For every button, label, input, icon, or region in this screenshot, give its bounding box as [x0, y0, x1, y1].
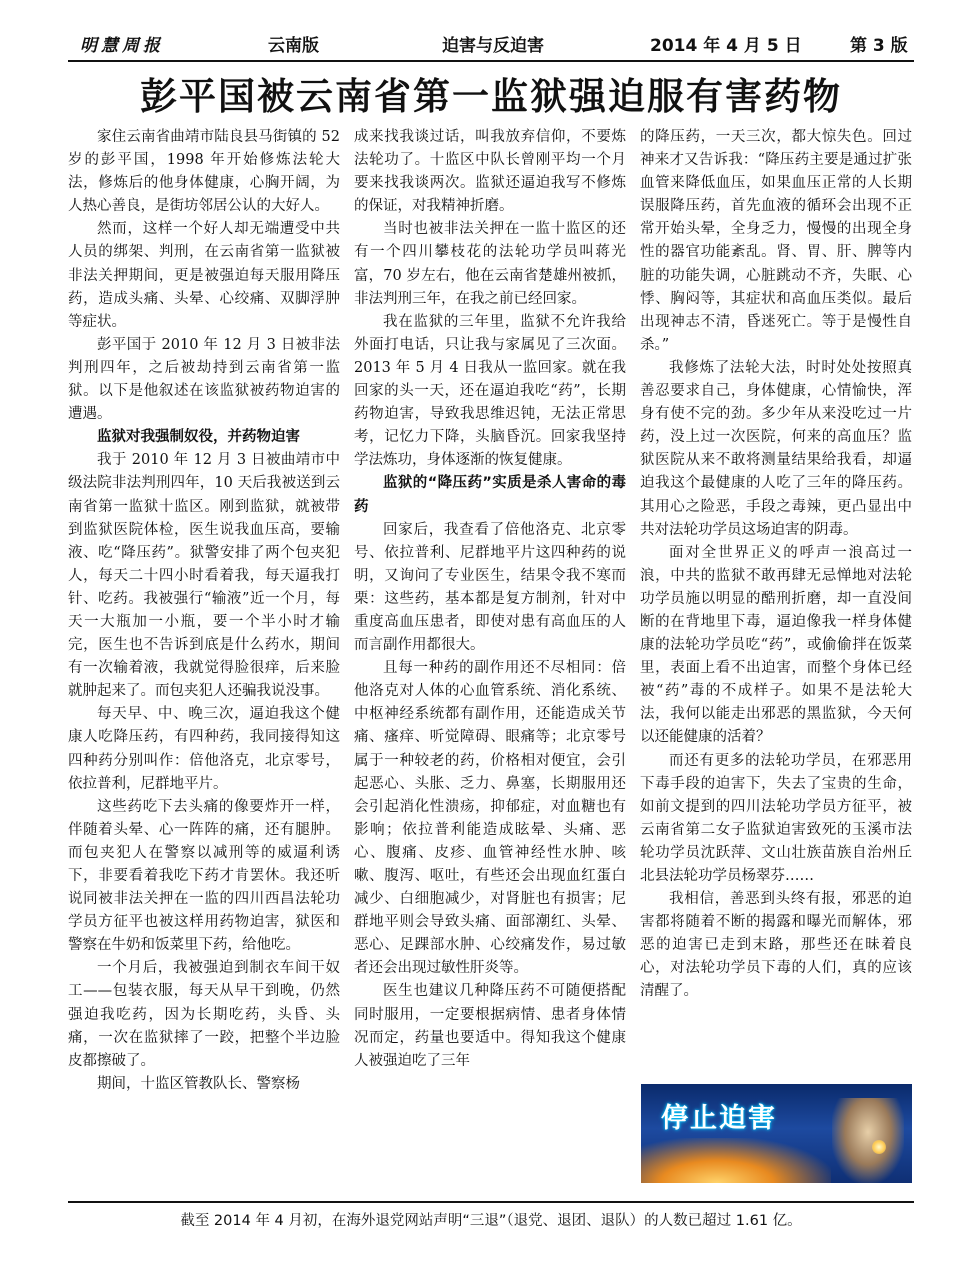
article-paragraph: 然而，这样一个好人却无端遭受中共人员的绑架、判刑，在云南省第一监狱被非法关押期间，更是被强迫每天服用降压药，造成头痛、头晕、心绞痛、双脚浮肿等症状。 — [68, 221, 340, 330]
article-column-2 — [354, 126, 626, 1186]
article-paragraph: 每天早、中、晚三次，逼迫我这个健康人吃降压药，有四种药，我同接得知这四种药分别叫作：倍他洛克，北京零号，依拉普利，尼群地平片。 — [68, 706, 340, 792]
masthead — [72, 34, 912, 60]
article-paragraph: 的降压药，一天三次，都大惊失色。回过神来才又告诉我：“降压药主要是通过扩张血管来降低血压，如果血压正常的人长期误服降压药，首先血液的循环会出现不正常开始头晕，全身乏力，慢慢的出现全身性的器官功能紊乱。肾、胃、肝、脾等内脏的功能失调，心脏跳动不齐，失眠、心悸、胸闷等，其症状和高血压类似。最后出现神志不清，昏迷死亡。等于是慢性自杀。” — [640, 129, 912, 353]
issue-date: 2014 年 4 月 5 日 — [650, 36, 802, 56]
woman-with-candle-image — [832, 1098, 904, 1183]
article-paragraph: 彭平国于 2010 年 12 月 3 日被非法判刑四年，之后被劫持到云南省第一监狱。以下是他叙述在该监狱被药物迫害的遭遇。 — [68, 336, 340, 423]
article-paragraph: 这些药吃下去头痛的像要炸开一样，伴随着头晕、心一阵阵的痛，还有腿肿。而包夹犯人在警察以减刑等的威逼利诱下，非要看着我吃下药才肯罢休。我还听说同被非法关押在一监的四川西昌法轮功学员方征平也被这样用药物迫害，狱医和警察在牛奶和饭菜里下药，给他吃。 — [68, 798, 340, 954]
banner-title: 停止迫害 — [661, 1103, 777, 1134]
candlelight-glow — [641, 1138, 831, 1183]
article-paragraph: 一个月后，我被强迫到制衣车间干奴工——包装衣服，每天从早干到晚，仍然强迫我吃药，因为长期吃药，头昏、头痛，一次在监狱摔了一跤，把整个半边脸皮都擦破了。 — [68, 960, 340, 1069]
stop-persecution-banner — [641, 1084, 912, 1183]
footer-rule — [68, 1201, 914, 1203]
page-number: 第 3 版 — [850, 36, 908, 56]
section-subheading: 监狱的“降压药”实质是杀人害命的毒药 — [354, 475, 626, 515]
article-paragraph: 我于 2010 年 12 月 3 日被曲靖市中级法院非法判刑四年，10 天后我被送到云南省第一监狱十监区。刚到监狱，就被带到监狱医院体检，医生说我血压高，要输液、吃“降压药”。狱警安排了两个包夹犯人，每天二十四小时看着我，每天逼我打针、吃药。我被强行“输液”近一个月，每天一大瓶加一小瓶，要一个半小时才输完，医生也不告诉到底是什么药水，期间有一次输着液，我就觉得脸很痒，后来脸就肿起来了。而包夹犯人还骗我说没事。 — [68, 452, 340, 700]
article-column-3 — [640, 126, 912, 1186]
article-paragraph: 且每一种药的副作用还不尽相同：倍他洛克对人体的心血管系统、消化系统、中枢神经系统都有副作用，还能造成关节痛、瘙痒、听觉障碍、眼痛等；北京零号属于一种较老的药，价格相对便宜，会引起恶心、头胀、乏力、鼻塞，长期服用还会引起消化性溃疡，抑郁症，对血糖也有影响；依拉普利能造成眩晕、头痛、恶心、腹痛、皮疹、血管神经性水肿、咳嗽、腹泻、呕吐，有些还会出现血红蛋白减少、白细胞减少，对肾脏也有损害；尼群地平则会导致头痛、面部潮红、头晕、恶心、足踝部水肿、心绞痛发作，易过敏者还会出现过敏性肝炎等。 — [354, 660, 626, 977]
article-paragraph: 我相信，善恶到头终有报，邪恶的迫害都将随着不断的揭露和曝光而解体，邪恶的迫害已走到末路，那些还在昧着良心，对法轮功学员下毒的人们，真的应该清醒了。 — [640, 891, 912, 1000]
section-subheading: 监狱对我强制奴役，并药物迫害 — [97, 429, 300, 446]
article-paragraph: 而还有更多的法轮功学员，在邪恶用下毒手段的迫害下，失去了宝贵的生命，如前文提到的四川法轮功学员方征平，被云南省第二女子监狱迫害致死的玉溪市法轮功学员沈跃萍、文山壮族苗族自治州丘北县法轮功学员杨翠芬…… — [640, 752, 912, 884]
article-paragraph: 我在监狱的三年里，监狱不允许我给外面打电话，只让我与家属见了三次面。2013 年 5 月 4 日我从一监回家。就在我回家的头一天，还在逼迫我吃“药”，长期药物迫害，导致我思维迟钝，无法正常思考，记忆力下降，头脑昏沉。回家我坚持学法炼功，身体逐渐的恢复健康。 — [354, 313, 626, 469]
section-label: 迫害与反迫害 — [442, 36, 544, 56]
article-paragraph: 医生也建议几种降压药不可随便搭配同时服用，一定要根据病情、患者身体情况而定，药量也要适中。得知我这个健康人被强迫吃了三年 — [354, 983, 626, 1069]
paper-name: 明慧周报 — [80, 36, 164, 56]
footer-notice: 截至 2014 年 4 月初，在海外退党网站声明“三退”（退党、退团、退队）的人数已超过 1.61 亿。 — [180, 1213, 802, 1229]
article-paragraph: 面对全世界正义的呼声一浪高过一浪，中共的监狱不敢再肆无忌惮地对法轮功学员施以明显的酷刑折磨，却一直没间断的在背地里下毒，逼迫像我一样身体健康的法轮功学员吃“药”，或偷偷拌在饭菜里，表面上看不出迫害，而整个身体已经被“药”毒的不成样子。如果不是法轮大法，我何以能走出邪恶的黑监狱，今天何以还能健康的活着？ — [640, 544, 912, 746]
edition-label: 云南版 — [268, 36, 319, 56]
header-rule — [68, 60, 914, 62]
headline: 彭平国被云南省第一监狱强迫服有害药物 — [140, 74, 842, 118]
article-column-1 — [68, 126, 340, 1186]
article-paragraph: 家住云南省曲靖市陆良县马街镇的 52 岁的彭平国，1998 年开始修炼法轮大法，修炼后的他身体健康，心胸开阔，为人热心善良，是街坊邻居公认的大好人。 — [68, 129, 340, 215]
article-paragraph: 回家后，我查看了倍他洛克、北京零号、依拉普利、尼群地平片这四种药的说明，又询问了专业医生，结果令我不寒而栗：这些药，基本都是复方制剂，针对中重度高血压患者，即使对患有高血压的人而言副作用都很大。 — [354, 521, 626, 654]
article-paragraph: 期间，十监区管教队长、警察杨 — [97, 1075, 300, 1092]
article-paragraph: 当时也被非法关押在一监十监区的还有一个四川攀枝花的法轮功学员叫蒋光富，70 岁左右，他在云南省楚雄州被抓，非法判刑三年，在我之前已经回家。 — [354, 221, 626, 307]
article-paragraph: 成来找我谈过话，叫我放弃信仰，不要炼法轮功了。十监区中队长曾刚平均一个月要来找我谈两次。监狱还逼迫我写不修炼的保证，对我精神折磨。 — [354, 129, 626, 215]
candle-icon — [872, 1140, 886, 1154]
article-paragraph: 我修炼了法轮大法，时时处处按照真善忍要求自己，身体健康，心情愉快，浑身有使不完的劲。多少年从来没吃过一片药，没上过一次医院，何来的高血压？监狱医院从来不敢将测量结果给我看，却逼迫我这个最健康的人吃了三年的降压药。其用心之险恶，手段之毒辣，更凸显出中共对法轮功学员这场迫害的阴毒。 — [640, 359, 912, 538]
